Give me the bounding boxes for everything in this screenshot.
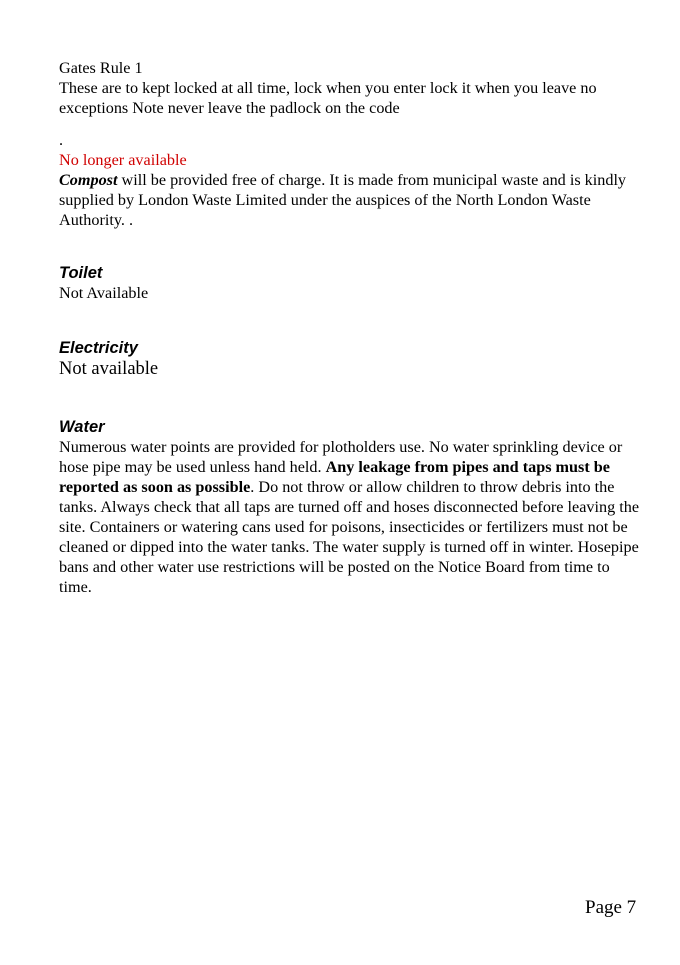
- water-body-start: Numerous water points are provided for plotholders use. No water sprinkling device or hose pipe may be used unless hand held.: [59, 438, 623, 476]
- compost-section: [59, 130, 639, 230]
- compost-lead: Compost: [59, 171, 118, 189]
- toilet-heading: Toilet: [59, 264, 103, 282]
- compost-body-paragraph: [59, 170, 639, 230]
- toilet-section: [59, 263, 639, 303]
- gates-section: [59, 58, 639, 118]
- water-heading: Water: [59, 418, 105, 436]
- water-body-end: . Do not throw or allow children to throw debris into the tanks. Always check that all taps are turned off and hoses disconnected before leaving the site. Containers or watering cans used for poisons, insecticides or fertilizers must not be cleaned or dipped into the water tanks. The water supply is turned off in winter. Hosepipe bans and other water use restrictions will be posted on the Notice Board from time to time.: [59, 478, 640, 596]
- page-number: Page 7: [585, 897, 637, 918]
- compost-notice: No longer available: [59, 151, 187, 169]
- gates-body: These are to kept locked at all time, lock when you enter lock it when you leave no exceptions Note never leave the padlock on the code: [59, 79, 597, 117]
- gates-title: Gates Rule 1: [59, 59, 143, 77]
- electricity-body: Not available: [59, 359, 159, 379]
- toilet-body: Not Available: [59, 284, 149, 302]
- water-body-paragraph: [59, 437, 639, 597]
- compost-dot: .: [59, 131, 64, 149]
- water-section: [59, 417, 639, 597]
- electricity-section: [59, 338, 639, 380]
- compost-body: will be provided free of charge. It is made from municipal waste and is kindly supplied by London Waste Limited under the auspices of the North London Waste Authority. .: [59, 171, 627, 229]
- document-page: [59, 58, 639, 597]
- electricity-heading: Electricity: [59, 339, 138, 357]
- water-body-bold: Any leakage from pipes and taps must be reported as soon as possible: [59, 458, 610, 496]
